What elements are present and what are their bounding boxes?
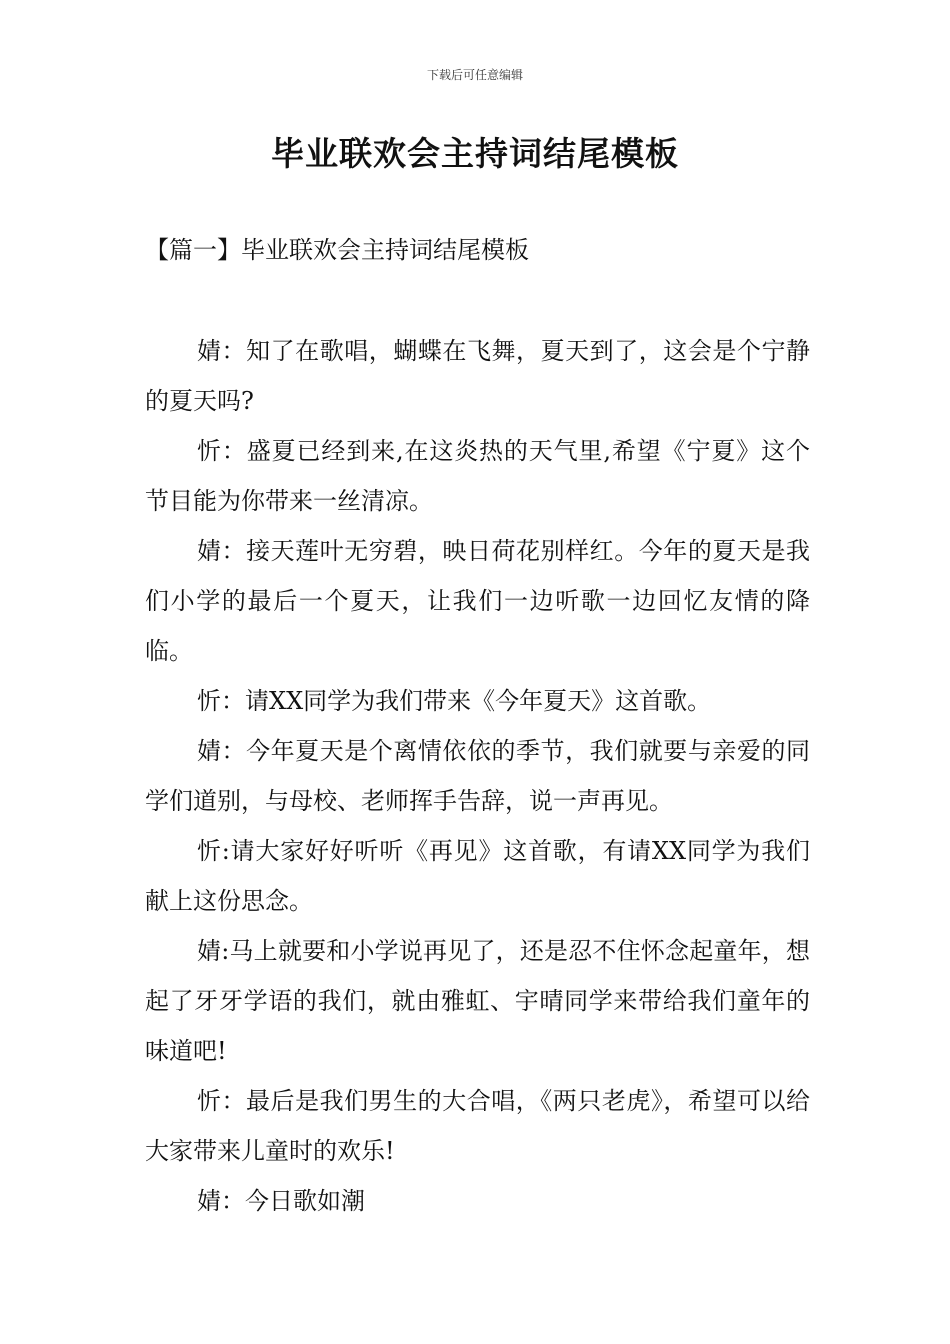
paragraph: 婧：知了在歌唱，蝴蝶在飞舞，夏天到了，这会是个宁静的夏天吗?: [145, 337, 810, 415]
paragraph: 婧:马上就要和小学说再见了，还是忍不住怀念起童年，想起了牙牙学语的我们，就由雅虹、宇晴同学来带给我们童年的味道吧!: [145, 937, 810, 1065]
header-note: 下载后可任意编辑: [426, 68, 523, 82]
paragraph: 婧：今日歌如潮: [197, 1187, 365, 1215]
paragraph: 忻：盛夏已经到来,在这炎热的天气里,希望《宁夏》这个节目能为你带来一丝清凉。: [145, 437, 810, 515]
paragraph: 忻:请大家好好听听《再见》这首歌，有请XX同学为我们献上这份思念。: [145, 837, 810, 915]
paragraph: 忻：最后是我们男生的大合唱，《两只老虎》，希望可以给大家带来儿童时的欢乐!: [145, 1087, 810, 1165]
paragraph: 婧：今年夏天是个离情依依的季节，我们就要与亲爱的同学们道别，与母校、老师挥手告辞，说一声再见。: [145, 737, 810, 815]
section-heading: 【篇一】毕业联欢会主持词结尾模板: [145, 236, 529, 264]
paragraph: 婧：接天莲叶无穷碧，映日荷花别样红。今年的夏天是我们小学的最后一个夏天，让我们一边听歌一边回忆友情的降临。: [145, 537, 810, 665]
script-body: [145, 326, 810, 1226]
document-title: 毕业联欢会主持词结尾模板: [271, 134, 679, 173]
paragraph: 忻：请XX同学为我们带来《今年夏天》这首歌。: [197, 687, 712, 715]
